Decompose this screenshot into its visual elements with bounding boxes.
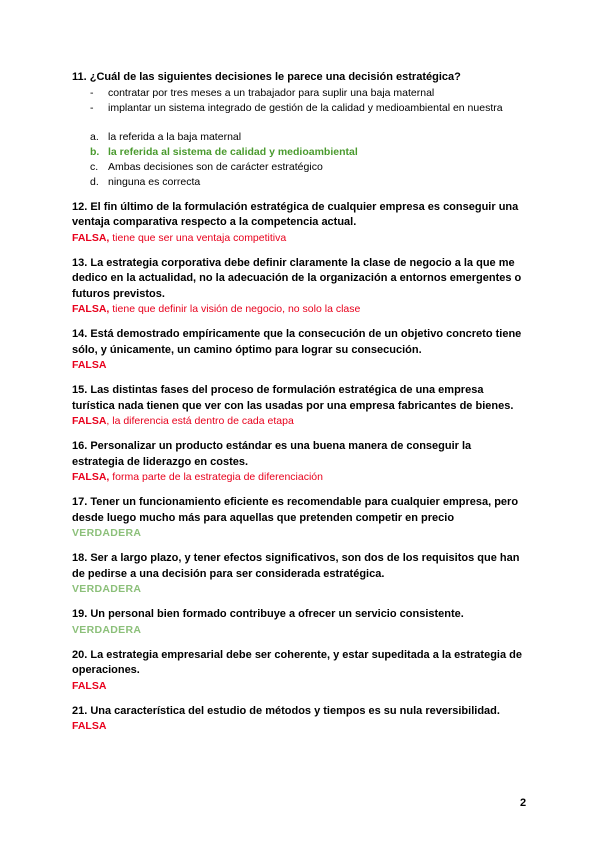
answer-verdict: VERDADERA [72, 623, 142, 636]
question-text: estrategia de liderazgo en costes. [72, 455, 249, 468]
document-page [72, 70, 532, 734]
answer [72, 231, 532, 246]
answer [72, 358, 532, 373]
page-number: 2 [520, 797, 527, 809]
list-item: - contratar por tres meses a un trabajador para suplir una baja maternal [90, 86, 532, 101]
answer-verdict: FALSA [72, 720, 107, 732]
answer [72, 526, 532, 541]
question-text: turística nada tienen que ver con las usadas por una empresa fabricantes de bienes. [72, 399, 514, 412]
answer [72, 623, 532, 638]
question-block [72, 383, 532, 429]
answer [72, 679, 532, 694]
option-a: a. la referida a la baja maternal [90, 130, 242, 143]
answer [72, 582, 532, 597]
question-block [72, 200, 532, 246]
answer-verdict: FALSA, [72, 471, 110, 483]
question-block [72, 495, 532, 541]
answer-verdict: FALSA, [72, 303, 110, 315]
answer-note: tiene que definir la visión de negocio, no solo la clase [109, 303, 361, 315]
question-block [72, 327, 532, 373]
answer-verdict: VERDADERA [72, 583, 142, 595]
question-text: 18. Ser a largo plazo, y tener efectos significativos, son dos de los requisitos que han [72, 552, 520, 564]
question-block [72, 256, 532, 318]
question-text: dedico en la actualidad, no la adecuación de la organización a entornos emergentes o [72, 272, 522, 284]
answer-note: forma parte de la estrategia de diferenciación [109, 471, 323, 483]
answer-verdict: FALSA, [72, 231, 110, 244]
question-text: ventaja comparativa respecto a la competencia actual. [72, 216, 357, 228]
question-text: futuros previstos. [72, 287, 165, 300]
answer-verdict: FALSA [72, 415, 107, 427]
question-text: 20. La estrategia empresarial debe ser coherente, y estar supeditada a la estrategia de [72, 648, 522, 661]
question-block [72, 607, 532, 638]
question-text: 15. Las distintas fases del proceso de formulación estratégica de una empresa [72, 384, 484, 396]
question-text: 12. El fin último de la formulación estratégica de cualquier empresa es conseguir una [72, 200, 519, 213]
answer-note: tiene que ser una ventaja competitiva [109, 231, 287, 244]
option-b-correct: b. la referida al sistema de calidad y medioambiental [90, 145, 358, 158]
answer [72, 719, 532, 734]
question-block [72, 648, 532, 694]
question-block [72, 704, 532, 735]
answer-verdict: FALSA [72, 359, 107, 371]
answer-verdict: VERDADERA [72, 527, 142, 539]
answer-verdict: FALSA [72, 679, 107, 692]
question-11: 11. ¿Cuál de las siguientes decisiones le parece una decisión estratégica? [72, 71, 461, 83]
question-text: 17. Tener un funcionamiento eficiente es recomendable para cualquier empresa, pero [72, 496, 519, 508]
question-text: 19. Un personal bien formado contribuye a ofrecer un servicio consistente. [72, 608, 464, 620]
answer [72, 414, 532, 429]
option-c: c. Ambas decisiones son de carácter estratégico [90, 160, 323, 173]
question-text: 13. La estrategia corporativa debe definir claramente la clase de negocio a la que me [72, 256, 515, 269]
answer [72, 470, 532, 485]
question-text: operaciones. [72, 664, 140, 676]
question-text: sólo, y únicamente, un camino óptimo para lograr su consecución. [72, 343, 422, 356]
question-block [72, 439, 532, 485]
question-text: 14. Está demostrado empíricamente que la consecución de un objetivo concreto tiene [72, 328, 522, 340]
answer [72, 302, 532, 317]
question-text: de pedirse a una decisión para ser considerada estratégica. [72, 567, 385, 580]
question-text: desde luego mucho más para aquellas que pretenden competir en precio [72, 511, 455, 524]
answer-note: , la diferencia está dentro de cada etapa [106, 415, 294, 427]
question-text: 16. Personalizar un producto estándar es una buena manera de conseguir la [72, 440, 472, 452]
question-text: 21. Una característica del estudio de métodos y tiempos es su nula reversibilidad. [72, 704, 500, 717]
question-block [72, 551, 532, 597]
option-d: d. ninguna es correcta [90, 175, 201, 188]
list-item: - implantar un sistema integrado de gestión de la calidad y medioambiental en nuestra [90, 101, 532, 116]
